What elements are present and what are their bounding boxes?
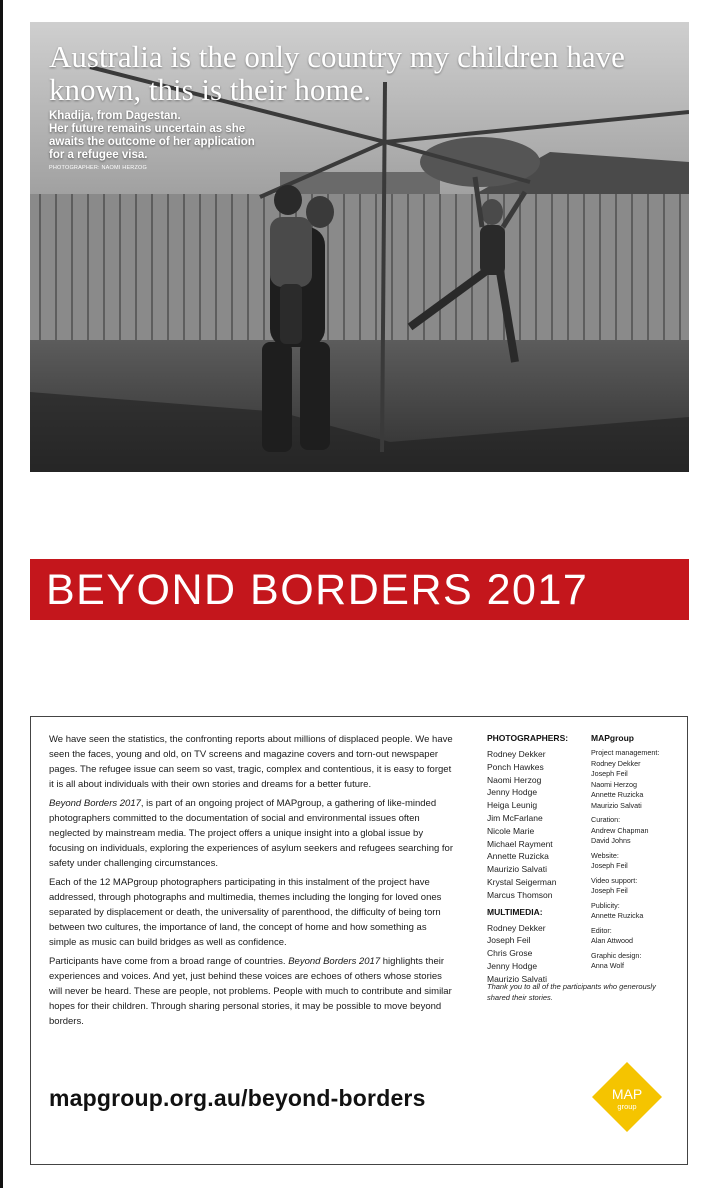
photo-quote: Australia is the only country my children have known, this is their home. (49, 39, 625, 107)
paragraph-2 (49, 796, 454, 871)
role-person-name: Alan Attwood (591, 936, 633, 945)
mapgroup-roles (591, 748, 686, 972)
role-label: Editor: (591, 925, 612, 935)
logo-text-map: MAP (611, 1086, 643, 1102)
photographers-heading: PHOTOGRAPHERS: (487, 733, 569, 743)
role-block (591, 926, 686, 947)
info-box (30, 716, 688, 1165)
paragraph-4-title: Beyond Borders 2017 (288, 956, 381, 967)
photographer-name: Heiga Leunig (487, 800, 538, 811)
role-label: Project management: (591, 748, 660, 757)
paragraph-4-text: highlights their experiences and voices. And yet, just behind these voices are echoes of others whose stories will never be heard. These are people, not problems. People with much to contribute and similar hopes for their children. Through sharing personal stories, it may be possible to move beyond borders. (49, 956, 452, 1027)
multimedia-name: Joseph Feil (487, 935, 531, 946)
photo-caption-line1: Khadija, from Dagestan. (49, 110, 181, 122)
role-person-name: Joseph Feil (591, 861, 628, 870)
role-person-name: Anna Wolf (591, 961, 625, 970)
paragraph-2-title: Beyond Borders 2017 (49, 798, 141, 809)
role-person-name: Joseph Feil (591, 769, 628, 778)
multimedia-name: Jenny Hodge (487, 960, 538, 971)
multimedia-name: Maurizio Salvati (487, 973, 547, 984)
photo-credit: PHOTOGRAPHER: NAOMI HERZOG (49, 165, 147, 171)
paragraph-4 (49, 954, 454, 1029)
role-label: Graphic design: (591, 950, 642, 960)
credits-column-right (591, 732, 686, 976)
role-label: Video support: (591, 875, 638, 885)
banner-title: BEYOND BORDERS 2017 (46, 566, 589, 614)
photographer-name: Naomi Herzog (487, 774, 542, 785)
role-person-name: Maurizio Salvati (591, 800, 642, 810)
role-person-name: Annette Ruzicka (591, 790, 644, 799)
fence-slats (40, 194, 680, 344)
photographer-name: Ponch Hawkes (487, 761, 544, 772)
body-text (49, 732, 454, 1033)
role-label: Publicity: (591, 900, 620, 910)
role-block (591, 876, 686, 897)
paragraph-2-text: , is part of an ongoing project of MAPgroup, a gathering of like-minded photographers committed to the documentation of social and environmental issues often neglected by mainstream media. The project offers a unique insight into a global issue by focusing on individuals, exploring the experiences of asylum seekers and refugees searching for safety under challenging circumstances. (49, 798, 453, 869)
page-left-border (0, 0, 3, 1188)
photo-caption-line2: Her future remains uncertain as she awaits the outcome of her application for a refugee visa. (49, 123, 255, 161)
role-person-name: Naomi Herzog (591, 779, 637, 789)
mapgroup-heading: MAPgroup (591, 733, 634, 743)
thanks-note: Thank you to all of the participants who generously shared their stories. (487, 982, 656, 1002)
website-url[interactable]: mapgroup.org.au/beyond-borders (49, 1085, 426, 1111)
photographer-name: Jim McFarlane (487, 812, 543, 823)
mapgroup-logo (591, 1061, 663, 1133)
multimedia-name: Rodney Dekker (487, 922, 546, 933)
photographer-name: Rodney Dekker (487, 749, 546, 759)
photographer-name: Jenny Hodge (487, 787, 538, 798)
multimedia-name: Chris Grose (487, 948, 533, 959)
multimedia-heading: MULTIMEDIA: (487, 906, 543, 917)
role-person-name: Joseph Feil (591, 886, 628, 895)
photographer-name: Michael Rayment (487, 838, 553, 849)
photo-caption (49, 110, 259, 162)
role-block (591, 951, 686, 972)
photographers-list (487, 748, 587, 902)
role-block (591, 748, 686, 811)
photographer-name: Krystal Seigerman (487, 876, 557, 887)
paragraph-1: We have seen the statistics, the confronting reports about millions of displaced people. We have seen the faces, young and old, on TV screens and magazine covers and torn-out newspaper pages. The refugee issue can seem so vast, tragic, complex and contentious, it is easy to forget it is all about individuals with their own stories and dreams for a better future. (49, 734, 453, 790)
role-block (591, 815, 686, 847)
logo-text-group: group (617, 1102, 637, 1111)
photographer-name: Annette Ruzicka (487, 851, 549, 862)
paragraph-3: Each of the 12 MAPgroup photographers participating in this instalment of the project have addressed, through photographs and multimedia, themes including the longing for loved ones separated by displacement or death, the universality of parenthood, the difficulty of being torn between two cultures, the importance of land, the concept of home and how something as simple as music can build bridges as well as confidence. (49, 877, 442, 948)
role-person-name: Andrew Chapman (591, 825, 649, 835)
role-person-name: Annette Ruzicka (591, 911, 644, 920)
photographer-name: Marcus Thomson (487, 889, 553, 900)
hero-photo (30, 22, 689, 472)
role-block (591, 901, 686, 922)
role-label: Website: (591, 850, 619, 860)
role-block (591, 851, 686, 872)
role-label: Curation: (591, 815, 621, 824)
photographer-name: Nicole Marie (487, 825, 535, 836)
role-person-name: Rodney Dekker (591, 758, 641, 768)
title-banner (30, 559, 689, 620)
paragraph-4-start: Participants have come from a broad range of countries. (49, 956, 289, 967)
role-person-name: David Johns (591, 836, 631, 845)
multimedia-list (487, 922, 587, 986)
credits-column-left (487, 732, 587, 986)
photographer-name: Maurizio Salvati (487, 864, 547, 875)
